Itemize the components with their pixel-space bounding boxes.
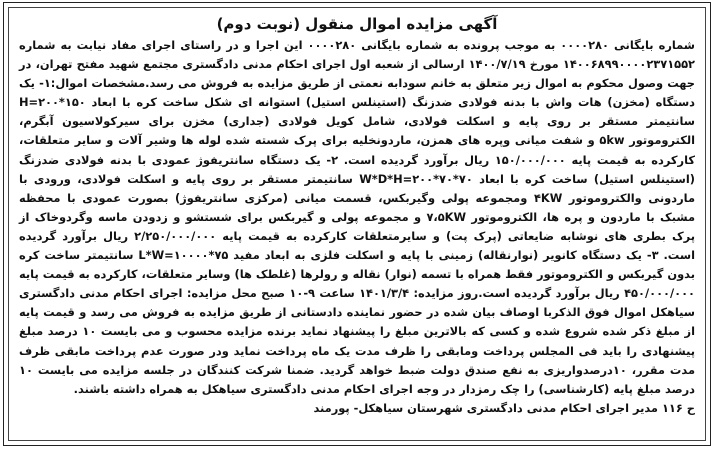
notice-inner-frame (8, 7, 706, 441)
notice-body: شماره بایگانی ۰۰۰۰۲۸۰ به موجب پرونده به شماره بایگانی ۰۰۰۰۲۸۰ این اجرا و در راستای اجرای مفاد نیابت به شماره ۱۴۰۰۶۸۹۹۰۰۰۰۲۳۷۱۵۵۲ مورخ ۱۴۰۰/۷/۱۹ ارسالی از شعبه اول اجرای احکام مدنی دادگستری مجتمع شهید مفتح تهران، در جهت وصول محکوم به اموال زیر متعلق به خانم سودابه نعمتی از طریق مزایده به فروش می رسد.مشخصات اموال:۱- یک دستگاه (مخزن) هات واش با بدنه فولادی ضدزنگ (استینلس استیل) استوانه ای شکل ساخت کره با ابعاد H=۲۰۰*۱۵۰ سانتیمتر مستقر بر روی پایه و اسکلت فولادی، شامل کویل فولادی (جداری) مخزن برای سیرکولاسیون آبگرم، الکتروموتور ۵kw و شفت میانی وپره های همزن، ماردونخلیه برای پرک شسته شده لوله ها وشیر آلات و سایر متعلقات، کارکرده به قیمت پایه ۱۵۰/۰۰۰/۰۰۰ ریال برآورد گردیده است. ۲- یک دستگاه سانتریفوژ عمودی با بدنه فولادی ضدزنگ (استینلس استیل) ساخت کره با ابعاد W*D*H=۲۰۰*۷۰*۷۰ سانتیمتر مستقر بر روی پایه و اسکلت فولادی، ورودی با ماردونی والکتروموتور ۴KW ومجموعه پولی وگیربکس، قسمت میانی (مرکزی سانتریفوژ) بصورت عمودی با محفظه مشبک با ماردون و پره ها، الکتروموتور ۷،۵KW و مجموعه پولی و گیربکس برای شستشو و زدودن ماسه وگردوخاک از پرک بطری های نوشابه ضایعاتی (پرک پت) و سایرمتعلقات کارکرده به قیمت پایه ۲/۲۵۰/۰۰۰/۰۰۰ ریال برآورد گردیده است. ۳- یک دستگاه کانویر (نوارنقاله) زمینی با پایه و اسکلت فلزی به ابعاد مفید L*W=۱۰۰۰۰*۷۵ سانتیمتر ساخت کره بدون گیربکس و الکتروموتور فقط همراه با تسمه (نوار) نقاله و رولرها (غلطک ها) وسایر متعلقات، کارکرده به قیمت پایه ۴۵۰/۰۰۰/۰۰۰ ریال برآورد گردیده است.روز مزایده: ۱۴۰۱/۳/۴ ساعت ۹-۱۰ صبح محل مزایده: اجرای احکام مدنی دادگستری سیاهکل اموال فوق الذکربا اوصاف بیان شده در حضور نماینده دادستانی از طریق مزایده به فروش می رسد و قیمت پایه از مبلغ ذکر شده شروع شده و کسی که بالاترین مبلغ را پیشنهاد نماید برنده مزایده محسوب و می بایست ۱۰ درصد مبلغ پیشنهادی را باید فی المجلس پرداخت ومابقی را ظرف مدت یک ماه پرداخت نماید ودر صورت عدم پرداخت مابقی ظرف مدت مقرر، ۱۰درصدواریزی به نفع صندق دولت ضبط خواهد گردید. ضمنا شرکت کنندگان در جلسه مزایده می بایست ۱۰ درصد مبلغ پایه (کارشناسی) را چک رمزدار در وجه اجرای احکام مدنی دادگستری سیاهکل به همراه داشته باشند. (19, 38, 696, 396)
notice-title: آگهی مزایده اموال منقول (نوبت دوم) (216, 15, 498, 33)
auction-notice (3, 2, 711, 446)
notice-signature: ح ۱۱۶ مدیر اجرای احکام مدنی دادگستری شهرستان سیاهکل- پورمند (313, 400, 695, 415)
